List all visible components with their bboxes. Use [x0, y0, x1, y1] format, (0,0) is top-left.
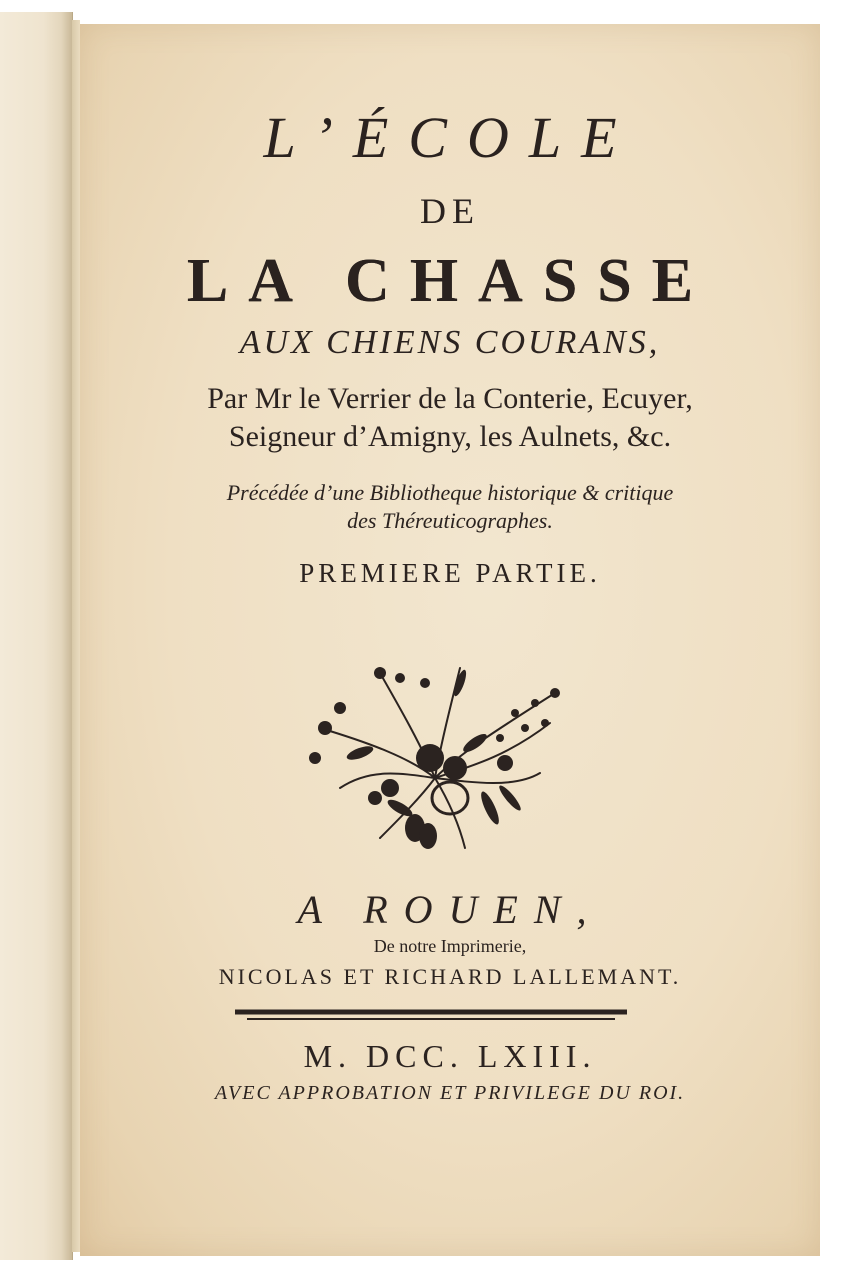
- approval-line: AVEC APPROBATION ET PRIVILEGE DU ROI.: [214, 1082, 686, 1104]
- floral-bouquet-icon: [300, 648, 570, 858]
- title-line-la-chasse: LA CHASSE: [186, 247, 714, 315]
- part-label: PREMIERE PARTIE.: [299, 558, 601, 588]
- imprint-printers: NICOLAS ET RICHARD LALLEMANT.: [218, 964, 682, 989]
- title-page: [80, 24, 820, 1256]
- imprint-intro: De notre Imprimerie,: [373, 936, 527, 956]
- preface-line-2: des Théreuticographes.: [347, 508, 553, 533]
- preface-line-1: Précédée d’une Bibliotheque historique & critique: [226, 480, 674, 505]
- left-page-edge: [0, 12, 73, 1260]
- double-rule-divider: [235, 1008, 627, 1022]
- title-line-ecole: L’ÉCOLE: [263, 105, 637, 170]
- title-line-chiens-courans: AUX CHIENS COURANS,: [239, 324, 661, 361]
- author-titles-line: Seigneur d’Amigny, les Aulnets, &c.: [228, 420, 672, 453]
- imprint-year: M. DCC. LXIII.: [303, 1038, 597, 1074]
- title-line-de: DE: [420, 191, 480, 231]
- author-line: Par Mr le Verrier de la Conterie, Ecuyer,: [207, 382, 693, 415]
- imprint-place: A ROUEN,: [297, 887, 603, 932]
